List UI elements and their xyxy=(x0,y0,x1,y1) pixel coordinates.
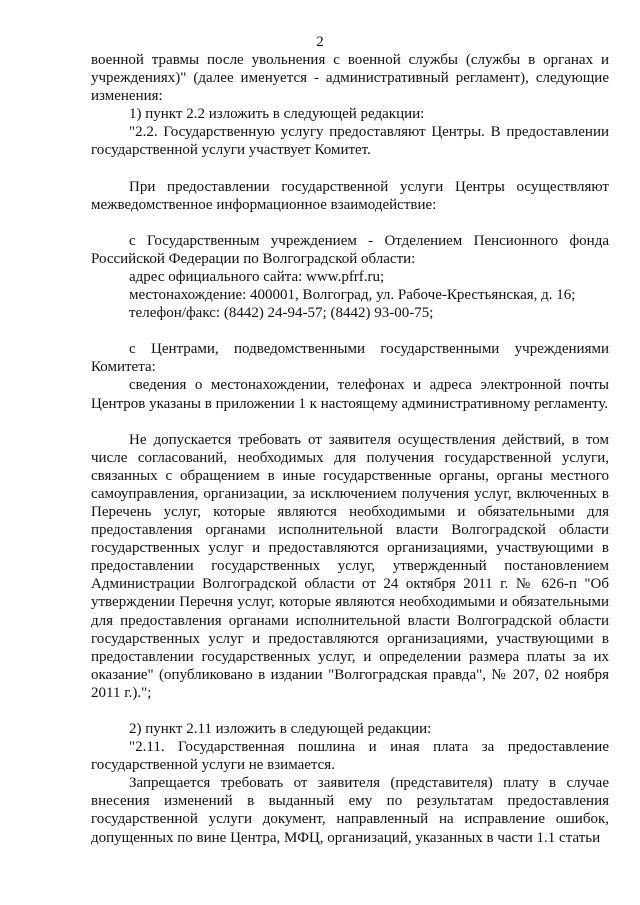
paragraph-prohibition: Не допускается требовать от заявителя осуществления действий, в том числе согласований, необходимых для получения государственной услуги, связанных с обращением в иные государственные органы, органы местного самоуправления, организации, за исключением получения услуг, включенных в Перечень услуг, которые являются необходимыми и обязательными для предоставления органами исполнительной власти Волгоградской области государственных услуг и предоставляются организациями, участвующими в предоставлении государственных услуг, утвержденный постановлением Администрации Волгоградской области от 24 октября 2011 г. № 626-п "Об утверждении Перечня услуг, которые являются необходимыми и обязательными для предоставления органами исполнительной власти Волгоградской области государственных услуг и предоставляются организациями, участвующими в предоставлении государственных услуг, и определении размера платы за их оказание" (опубликовано в издании "Волгоградская правда", № 207, 02 ноября 2011 г.)."; xyxy=(91,431,609,701)
paragraph-item-1-heading: 1) пункт 2.2 изложить в следующей редакции: xyxy=(129,106,425,123)
paragraph-centers-contacts: сведения о местонахождении, телефонах и адреса электронной почты Центров указаны в приложении 1 к настоящему административному регламенту. xyxy=(91,377,609,412)
paragraph-phone-fax: телефон/факс: (8442) 24-94-57; (8442) 93-00-75; xyxy=(129,305,434,322)
blank-line xyxy=(91,214,609,232)
page-number: 2 xyxy=(316,34,324,50)
paragraph-location: местонахождение: 400001, Волгоград, ул. Рабоче-Крестьянская, д. 16; xyxy=(129,287,576,304)
paragraph-intro-continuation: военной травмы после увольнения с военной службы (службы в органах и учреждениях)" (далее именуется - административный регламент), следующие изменения: xyxy=(91,52,609,105)
paragraph-pension-fund: с Государственным учреждением - Отделением Пенсионного фонда Российской Федерации по Волгоградской области: xyxy=(91,232,609,267)
paragraph-website: адрес официального сайта: www.pfrf.ru; xyxy=(129,268,385,285)
paragraph-clause-2-2: "2.2. Государственную услугу предоставляют Центры. В предоставлении государственной услуги участвует Комитет. xyxy=(91,124,609,159)
paragraph-item-2-heading: 2) пункт 2.11 изложить в следующей редакции: xyxy=(129,721,432,737)
blank-line xyxy=(91,702,609,720)
blank-line xyxy=(91,160,609,178)
blank-line xyxy=(91,413,609,431)
paragraph-clause-2-11: "2.11. Государственная пошлина и иная плата за предоставление государственной услуги не взимается. xyxy=(91,739,609,774)
paragraph-centers: с Центрами, подведомственными государственными учреждениями Комитета: xyxy=(91,341,609,376)
paragraph-fee-prohibition: Запрещается требовать от заявителя (представителя) плату в случае внесения изменений в выданный ему по результатам предоставления государственной услуги документ, направленный на исправление ошибок, допущенных по вине Центра, МФЦ, организаций, указанных в части 1.1 статьи xyxy=(91,775,609,846)
document-body xyxy=(91,51,609,847)
paragraph-interaction-intro: При предоставлении государственной услуги Центры осуществляют межведомственное информационное взаимодействие: xyxy=(91,178,609,213)
blank-line xyxy=(91,322,609,340)
